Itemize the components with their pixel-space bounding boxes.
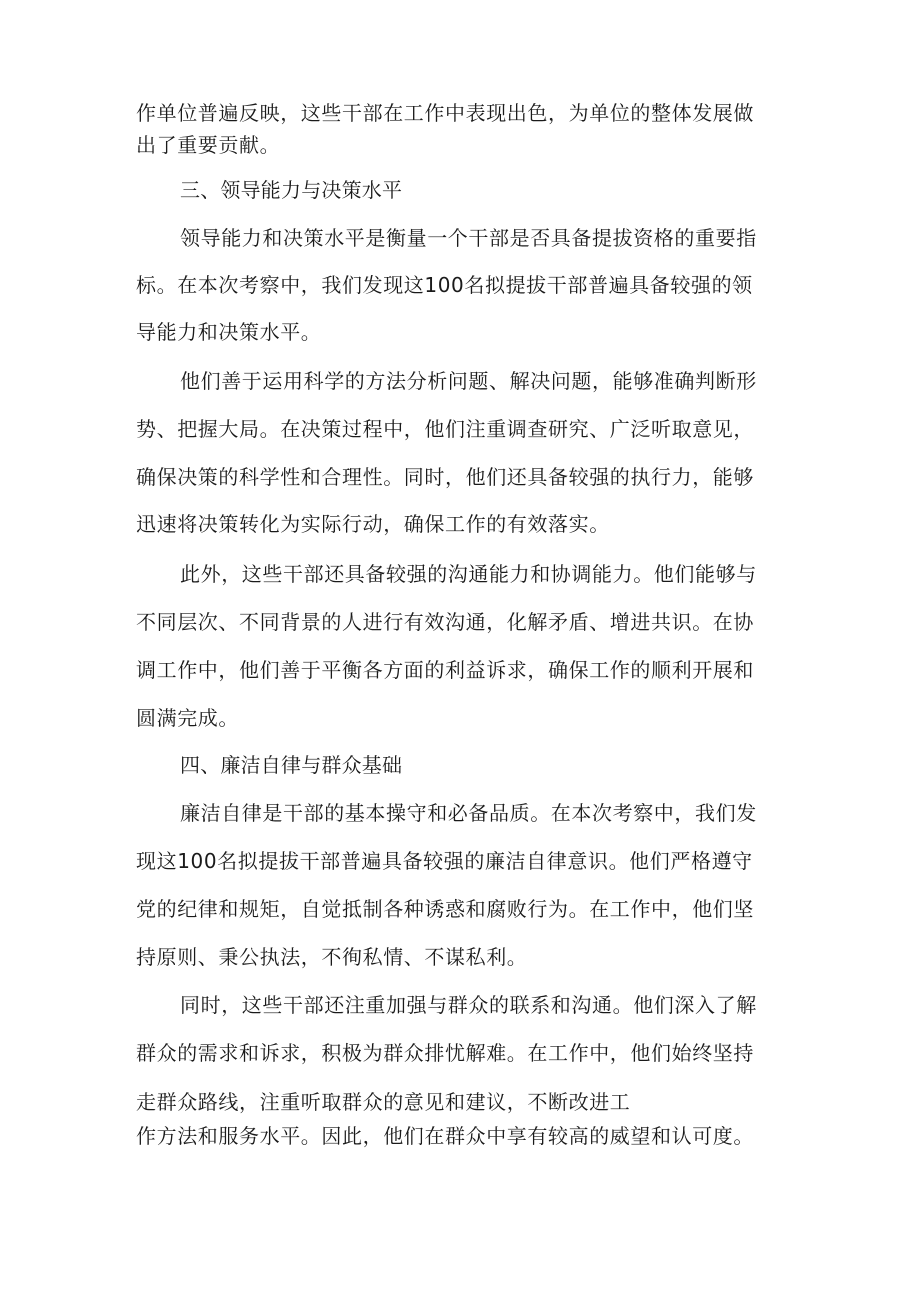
text-line: 调工作中，他们善于平衡各方面的利益诉求，确保工作的顺利开展和: [136, 658, 754, 682]
text-line: 廉洁自律是干部的基本操守和必备品质。在本次考察中，我们发: [180, 801, 757, 825]
text-line: 他们善于运用科学的方法分析问题、解决问题，能够准确判断形: [180, 369, 757, 393]
text-line: 标。在本次考察中，我们发现这100名拟提拔干部普遍具备较强的领: [136, 273, 753, 297]
text-line: 领导能力和决策水平是衡量一个干部是否具备提拔资格的重要指: [180, 226, 757, 250]
text-line: 圆满完成。: [136, 706, 239, 730]
text-line: 不同层次、不同背景的人进行有效沟通，化解矛盾、增进共识。在协: [136, 610, 754, 634]
text-line: 同时，这些干部还注重加强与群众的联系和沟通。他们深入了解: [180, 993, 757, 1017]
text-line: 作方法和服务水平。因此，他们在群众中享有较高的威望和认可度。: [136, 1124, 754, 1148]
text-line: 持原则、秉公执法，不徇私情、不谋私利。: [136, 945, 528, 969]
text-line: 导能力和决策水平。: [136, 320, 322, 344]
section-heading-4: 四、廉洁自律与群众基础: [180, 753, 403, 777]
text-line: 确保决策的科学性和合理性。同时，他们还具备较强的执行力，能够: [136, 465, 754, 489]
text-line: 党的纪律和规矩，自觉抵制各种诱惑和腐败行为。在工作中，他们坚: [136, 897, 754, 921]
text-line: 势、把握大局。在决策过程中，他们注重调查研究、广泛听取意见，: [136, 417, 754, 441]
section-heading-3: 三、领导能力与决策水平: [180, 178, 403, 202]
text-line: 现这100名拟提拔干部普遍具备较强的廉洁自律意识。他们严格遵守: [136, 849, 753, 873]
text-line: 迅速将决策转化为实际行动，确保工作的有效落实。: [136, 512, 610, 536]
text-line: 出了重要贡献。: [136, 133, 281, 157]
text-line: 群众的需求和诉求，积极为群众排忧解难。在工作中，他们始终坚持: [136, 1041, 754, 1065]
text-line: 走群众路线，注重听取群众的意见和建议，不断改进工: [136, 1090, 631, 1114]
text-line: 此外，这些干部还具备较强的沟通能力和协调能力。他们能够与: [180, 562, 757, 586]
text-line: 作单位普遍反映，这些干部在工作中表现出色，为单位的整体发展做: [136, 101, 754, 125]
